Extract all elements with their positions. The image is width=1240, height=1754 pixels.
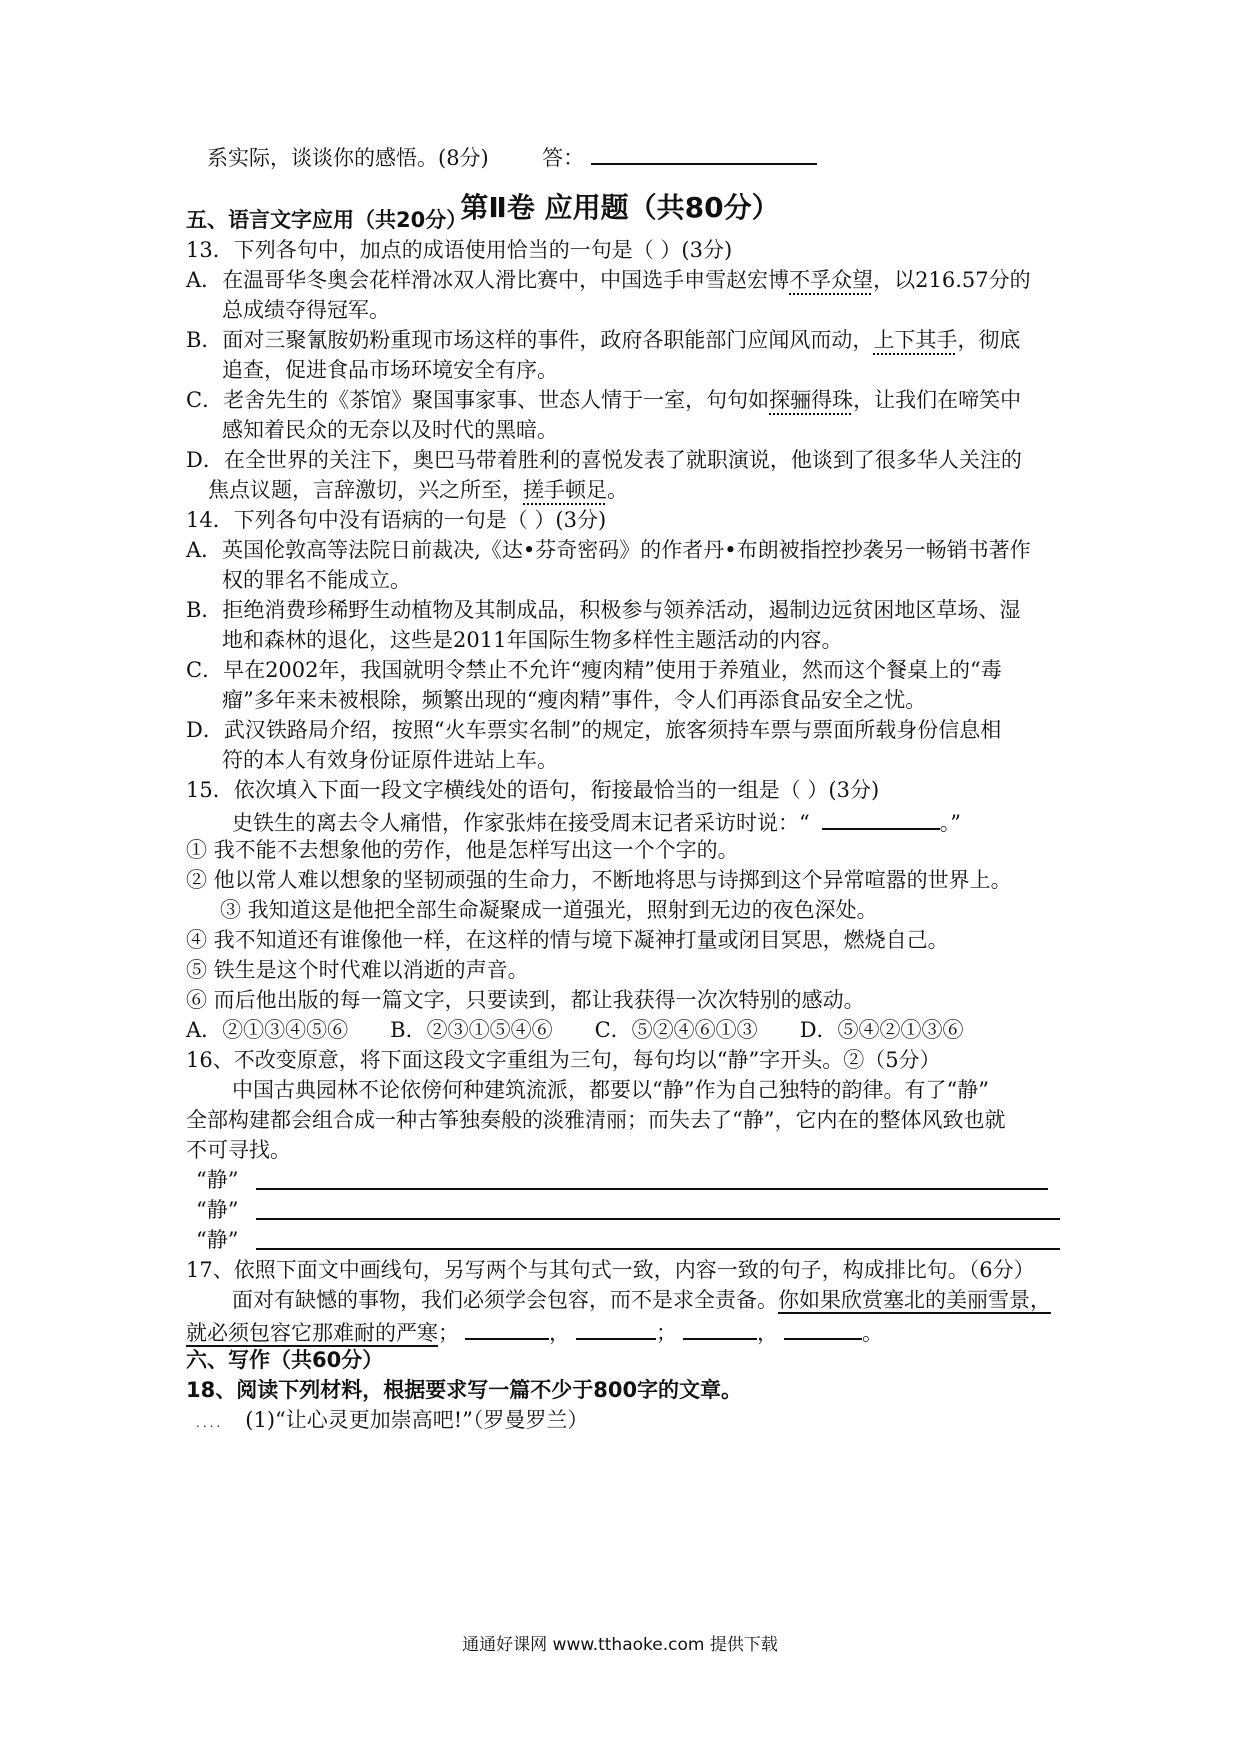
section-title: 第Ⅱ卷 应用题（共80分） [460, 191, 780, 224]
intro-text: 系实际，谈谈你的感悟。(8分) [207, 146, 489, 170]
q15-fill-blank[interactable] [822, 806, 940, 830]
q15-sentence-6: ⑥ 而后他出版的每一篇文字，只要读到，都让我获得一次次特别的感动。 [186, 988, 865, 1012]
q14-option-b-line2: 地和森林的退化，这些是2011年国际生物多样性主题活动的内容。 [222, 628, 843, 652]
q16-jing-label-2: “静” [196, 1198, 239, 1222]
q15-option-d: D．⑤④②①③⑥ [799, 1018, 964, 1042]
dotted-idiom: 不孚众望 [789, 268, 874, 292]
q13-option-a-line1: A．在温哥华冬奥会花样滑冰双人滑比赛中，中国选手申雪赵宏博不孚众望，以216.57分的 [186, 268, 1031, 292]
q13-option-a-line2: 总成绩夺得冠军。 [222, 298, 390, 322]
q16-stem: 16、不改变原意，将下面这段文字重组为三句，每句均以“静”字开头。②（5分） [186, 1048, 941, 1072]
q15-lead: 史铁生的离去令人痛惜，作家张炜在接受周末记者采访时说：“ 。” [232, 806, 961, 837]
dotted-idiom: 探骊得珠 [769, 388, 854, 412]
q15-stem: 15．依次填入下面一段文字横线处的语句，衔接最恰当的一组是（ ）(3分) [186, 778, 880, 802]
answer-blank[interactable] [591, 141, 817, 165]
q13-option-d-line1: D．在全世界的关注下，奥巴马带着胜利的喜悦发表了就职演说，他谈到了很多华人关注的 [186, 448, 1022, 472]
footer-credit: 通通好课网 www.tthaoke.com 提供下载 [462, 1635, 778, 1655]
q18-material-1: .... (1)“让心灵更加崇高吧!”（罗曼罗兰） [196, 1408, 589, 1432]
intro-line [207, 141, 817, 172]
q13-option-b-line2: 追查，促进食品市场环境安全有序。 [222, 358, 558, 382]
q13-option-d-line2: 焦点议题，言辞激切，兴之所至，搓手顿足。 [208, 478, 628, 502]
q13-option-b-line1: B．面对三聚氰胺奶粉重现市场这样的事件，政府各职能部门应闻风而动，上下其手，彻底 [186, 328, 1021, 352]
q13-stem: 13．下列各句中，加点的成语使用恰当的一句是（ ）(3分) [186, 238, 733, 262]
q14-option-b-line1: B．拒绝消费珍稀野生动植物及其制成品，积极参与领养活动，遏制边远贫困地区草场、湿 [186, 598, 1021, 622]
q14-option-a-line2: 权的罪名不能成立。 [222, 568, 411, 592]
q16-passage-line2: 全部构建都会组合成一种古筝独奏般的淡雅清丽；而失去了“静”，它内在的整体风致也就 [186, 1108, 1006, 1132]
q15-sentence-1: ① 我不能不去想象他的劳作，他是怎样写出这一个个字的。 [186, 838, 739, 862]
q17-blank-2[interactable] [576, 1316, 656, 1340]
underlined-sentence: 你如果欣赏塞北的美丽雪景， [778, 1288, 1051, 1312]
q17-stem: 17、依照下面文中画线句，另写两个与其句式一致，内容一致的句子，构成排比句。（6分） [186, 1258, 1035, 1282]
q15-sentence-3: ③ 我知道这是他把全部生命凝聚成一道强光，照射到无边的夜色深处。 [220, 898, 878, 922]
q16-jing-label-1: “静” [196, 1168, 239, 1192]
answer-label: 答： [542, 146, 585, 170]
q16-passage-line3: 不可寻找。 [186, 1138, 291, 1162]
q16-answer-line-3[interactable] [256, 1248, 1060, 1250]
q14-option-c-line1: C．早在2002年，我国就明令禁止不允许“瘦肉精”使用于养殖业，然而这个餐桌上的“毒 [186, 658, 1002, 682]
q16-answer-line-2[interactable] [256, 1218, 1060, 1220]
q17-passage-line1: 面对有缺憾的事物，我们必须学会包容，而不是求全责备。你如果欣赏塞北的美丽雪景， [232, 1288, 1051, 1312]
q15-option-a: A．②①③④⑤⑥ [186, 1018, 349, 1042]
q16-passage-line1: 中国古典园林不论依傍何种建筑流派，都要以“静”作为自己独特的韵律。有了“静” [232, 1078, 989, 1102]
q17-blank-1[interactable] [465, 1316, 549, 1340]
q13-option-c-line1: C．老舍先生的《茶馆》聚国事家事、世态人情于一室，句句如探骊得珠，让我们在啼笑中 [186, 388, 1022, 412]
q14-option-c-line2: 瘤”多年来未被根除，频繁出现的“瘦肉精”事件，令人们再添食品安全之忧。 [222, 688, 927, 712]
dotted-idiom: 上下其手 [873, 328, 958, 352]
q17-passage-line2: 就必须包容它那难耐的严寒； ， ； ， 。 [186, 1316, 883, 1347]
q13-option-c-line2: 感知着民众的无奈以及时代的黑暗。 [222, 418, 558, 442]
q14-option-d-line1: D．武汉铁路局介绍，按照“火车票实名制”的规定，旅客须持车票与票面所载身份信息相 [186, 718, 1002, 742]
q14-option-d-line2: 符的本人有效身份证原件进站上车。 [222, 748, 558, 772]
dotted-idiom: 搓手顿足 [523, 478, 607, 502]
q15-option-c: C．⑤②④⑥①③ [594, 1018, 758, 1042]
q15-sentence-4: ④ 我不知道还有谁像他一样，在这样的情与境下凝神打量或闭目冥思，燃烧自己。 [186, 928, 949, 952]
q15-options [186, 1016, 964, 1044]
q15-sentence-5: ⑤ 铁生是这个时代难以消逝的声音。 [186, 958, 529, 982]
q15-sentence-2: ② 他以常人难以想象的坚韧顽强的生命力，不断地将思与诗掷到这个异常喧嚣的世界上。 [186, 868, 1012, 892]
section5-heading: 五、语言文字应用（共20分） [186, 208, 468, 232]
q18-stem: 18、阅读下列材料，根据要求写一篇不少于800字的文章。 [186, 1378, 743, 1402]
q16-jing-label-3: “静” [196, 1228, 239, 1252]
q17-blank-4[interactable] [784, 1316, 862, 1340]
q14-option-a-line1: A．英国伦敦高等法院日前裁决,《达•芬奇密码》的作者丹•布朗被指控抄袭另一畅销书著作 [186, 538, 1031, 562]
q16-answer-line-1[interactable] [256, 1188, 1048, 1190]
section6-heading: 六、写作（共60分） [186, 1348, 384, 1372]
underlined-sentence: 就必须包容它那难耐的严寒 [186, 1321, 438, 1345]
q17-blank-3[interactable] [683, 1316, 757, 1340]
q15-option-b: B．②③①⑤④⑥ [390, 1018, 553, 1042]
q14-stem: 14．下列各句中没有语病的一句是（ ）(3分) [186, 508, 607, 532]
